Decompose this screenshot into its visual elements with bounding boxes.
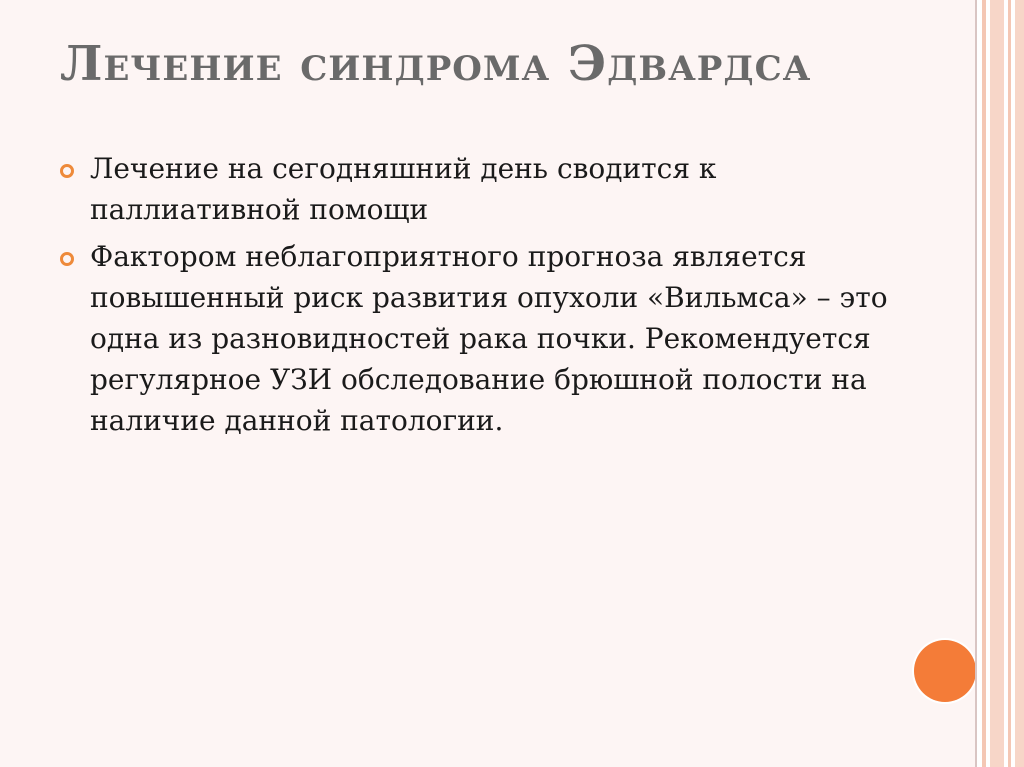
slide-title: Лечение синдрома Эдвардса: [60, 36, 812, 92]
bullet-list: [60, 148, 920, 447]
bullet-item: [60, 236, 920, 441]
circle-bullet-icon: [60, 164, 74, 178]
circle-bullet-icon: [60, 252, 74, 266]
bullet-item: [60, 148, 920, 230]
bullet-text: Фактором неблагоприятного прогноза является повышенный риск развития опухоли «Вильмса» – это одна из разновидностей рака почки. Рекомендуется регулярное УЗИ обследование брюшной полости на наличие данной патологии.: [90, 240, 888, 437]
decorative-stripes: [977, 0, 1024, 767]
bullet-text: Лечение на сегодняшний день сводится к паллиативной помощи: [90, 152, 717, 226]
decorative-circle: [914, 640, 976, 702]
